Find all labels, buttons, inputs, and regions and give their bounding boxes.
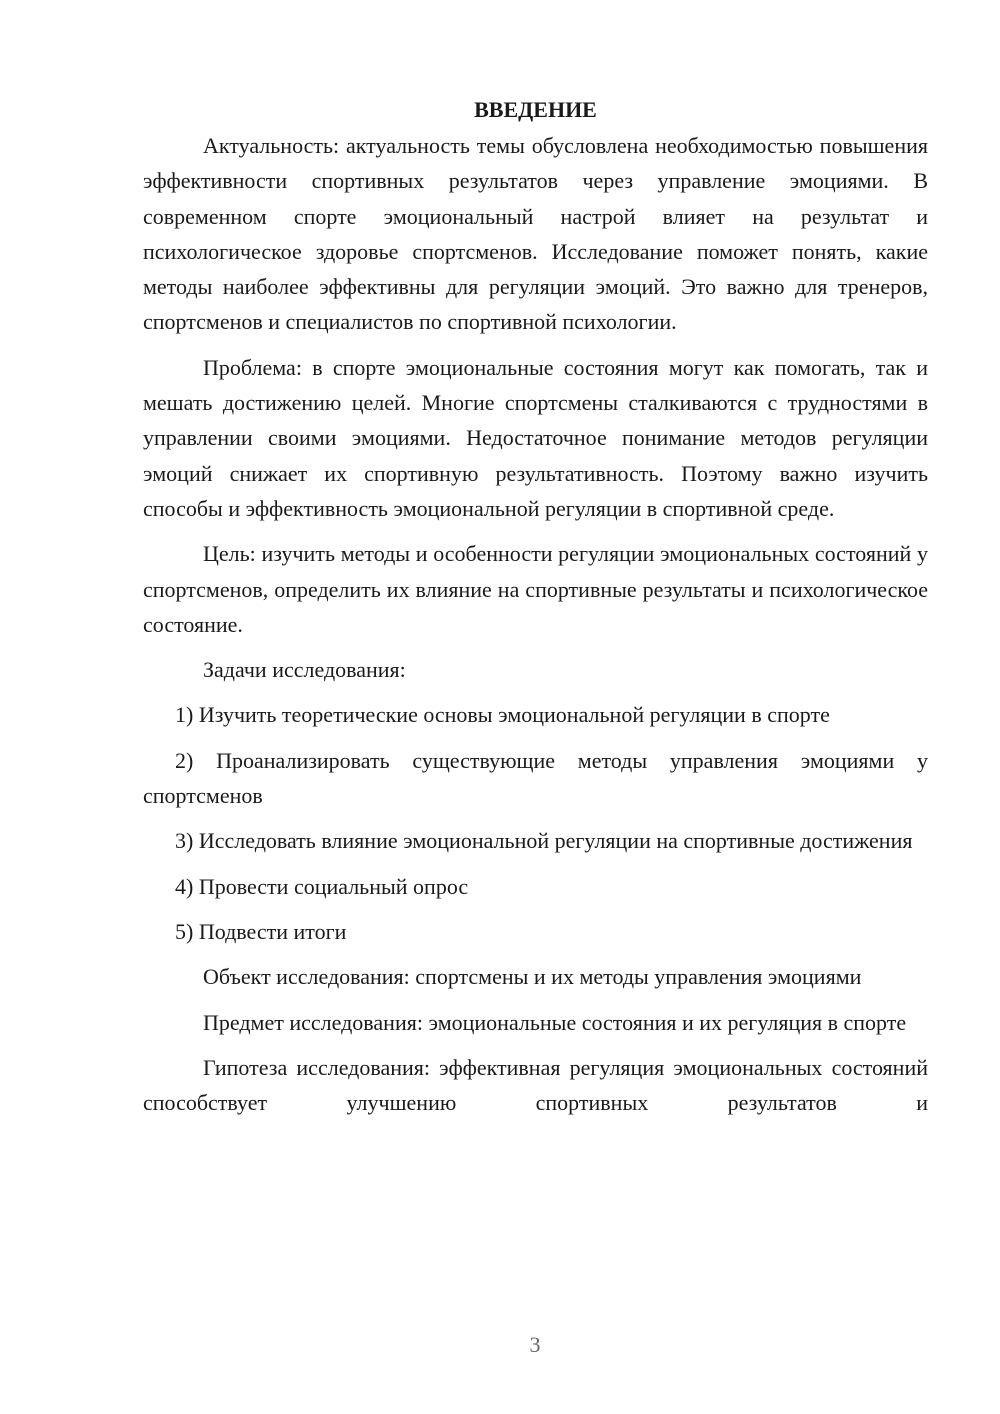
page-number: 3 [529, 1332, 541, 1357]
section-heading: ВВЕДЕНИЕ [474, 97, 597, 122]
paragraph-hypothesis: Гипотеза исследования: эффективная регуляция эмоциональных состояний способствует улучшению спортивных результатов и [143, 1054, 928, 1116]
paragraph-problem: Проблема: в спорте эмоциональные состояния могут как помогать, так и мешать достижению целей. Многие спортсмены сталкиваются с трудностями в управлении своими эмоциями. Недостаточное понимание методов регуляции эмоций снижает их спортивную результативность. Поэтому важно изучить способы и эффективность эмоциональной регуляции в спортивной среде. [143, 354, 928, 521]
tasks-title: Задачи исследования: [203, 657, 406, 683]
list-item: 4) Провести социальный опрос [175, 873, 469, 899]
list-item: 5) Подвести итоги [175, 918, 347, 944]
document-page [143, 92, 928, 1130]
tasks-list [143, 697, 928, 949]
paragraph-relevance: Актуальность: актуальность темы обусловлена необходимостью повышения эффективности спортивных результатов через управление эмоциями. В современном спорте эмоциональный настрой влияет на результат и психологическое здоровье спортсменов. Исследование поможет понять, какие методы наиболее эффективны для регуляции эмоций. Это важно для тренеров, спортсменов и специалистов по спортивной психологии. [143, 133, 928, 335]
paragraph-subject: Предмет исследования: эмоциональные состояния и их регуляция в спорте [203, 1009, 907, 1035]
list-item: 2) Проанализировать существующие методы управления эмоциями у спортсменов [143, 747, 928, 809]
paragraph-object: Объект исследования: спортсмены и их методы управления эмоциями [203, 964, 862, 990]
list-item: 1) Изучить теоретические основы эмоциональной регуляции в спорте [175, 702, 830, 728]
paragraph-goal: Цель: изучить методы и особенности регуляции эмоциональных состояний у спортсменов, определить их влияние на спортивные результаты и психологическое состояние. [143, 541, 928, 637]
list-item: 3) Исследовать влияние эмоциональной регуляции на спортивные достижения [175, 828, 913, 854]
